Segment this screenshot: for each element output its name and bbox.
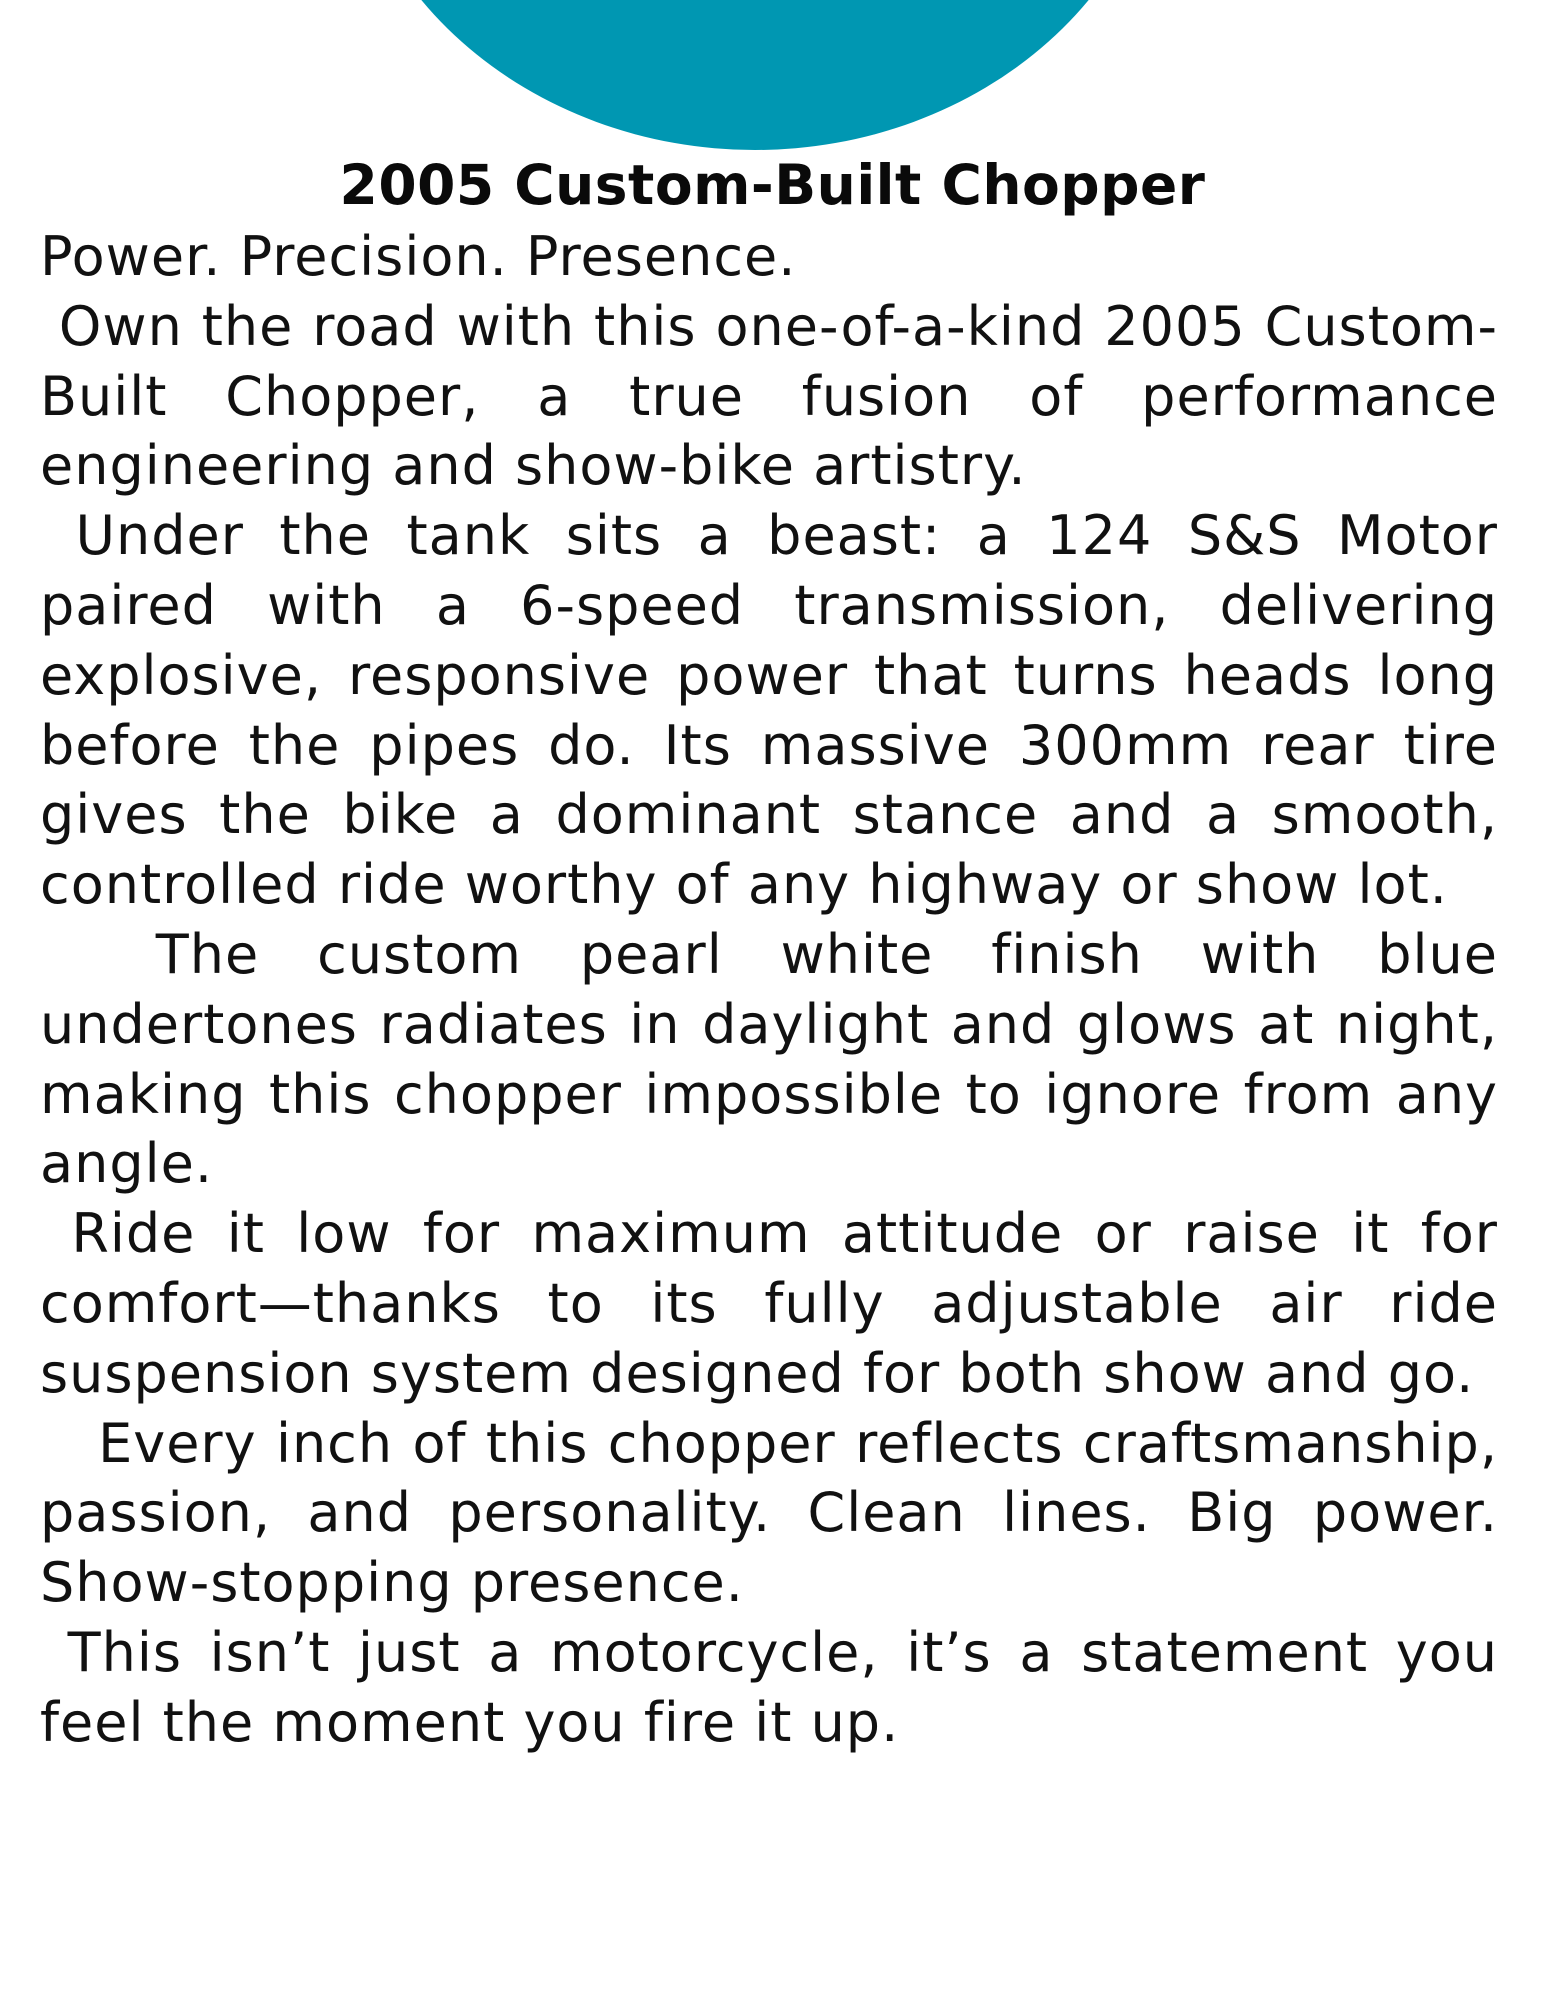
description-body xyxy=(40,222,1498,1758)
paragraph-suspension: Ride it low for maximum attitude or raise it for comfort—thanks to its fully adjustable air ride suspension system designed for both show and go. xyxy=(40,1202,1498,1405)
page-title: 2005 Custom-Built Chopper xyxy=(339,153,1206,217)
paragraph-finish: The custom pearl white finish with blue undertones radiates in daylight and glows at night, making this chopper impossible to ignore from any angle. xyxy=(40,922,1498,1196)
decorative-teal-circle xyxy=(340,0,1170,150)
paragraph-intro: Own the road with this one-of-a-kind 2005 Custom-Built Chopper, a true fusion of performance engineering and show-bike artistry. xyxy=(40,294,1498,498)
tagline: Power. Precision. Presence. xyxy=(40,225,797,288)
paragraph-closing: This isn’t just a motorcycle, it’s a statement you feel the moment you fire it up. xyxy=(40,1620,1498,1754)
paragraph-engine: Under the tank sits a beast: a 124 S&S Motor paired with a 6-speed transmission, delivering explosive, responsive power that turns heads long before the pipes do. Its massive 300mm rear tire gives the bike a dominant stance and a smooth, controlled ride worthy of any highway or show lot. xyxy=(40,504,1498,917)
paragraph-craftsmanship: Every inch of this chopper reflects craftsmanship, passion, and personality. Clean lines. Big power. Show-stopping presence. xyxy=(40,1411,1498,1615)
